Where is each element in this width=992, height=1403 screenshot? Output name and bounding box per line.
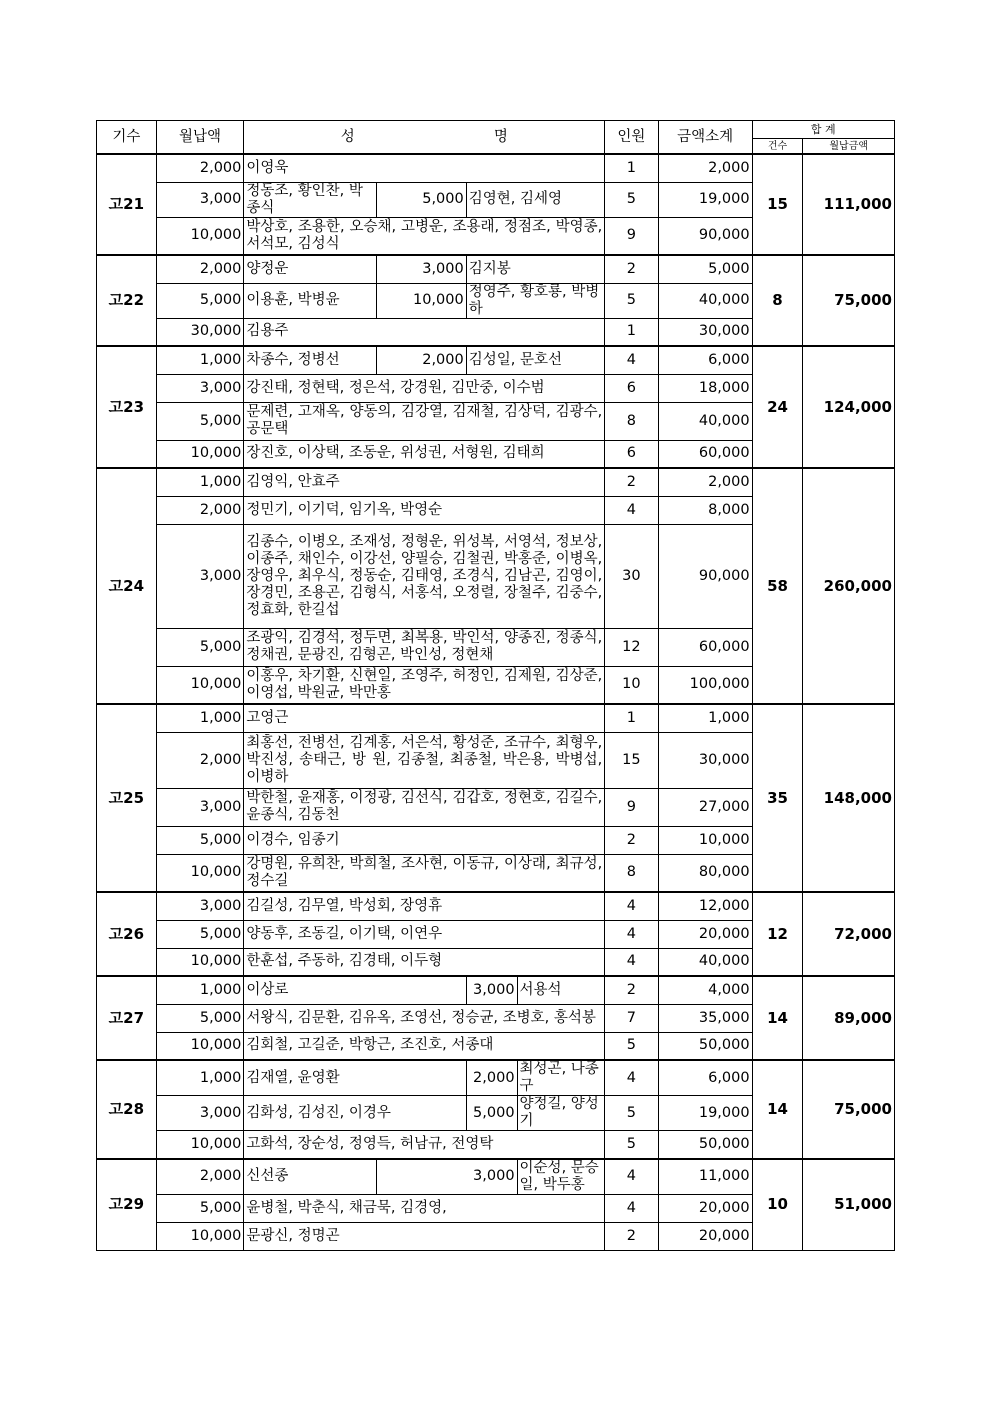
monthly-amount: 1,000 — [156, 1060, 244, 1096]
amount-subtotal: 8,000 — [658, 496, 752, 524]
people-count: 2 — [605, 255, 658, 283]
amount-subtotal: 5,000 — [658, 255, 752, 283]
people-count: 4 — [605, 1194, 658, 1222]
member-names: 김길성, 김무열, 박성회, 장영휴 — [244, 892, 605, 920]
group-count: 10 — [752, 1159, 803, 1251]
group-count: 58 — [752, 468, 803, 704]
monthly-amount-2: 2,000 — [376, 346, 466, 374]
monthly-amount: 3,000 — [156, 1096, 244, 1131]
monthly-amount: 5,000 — [156, 1004, 244, 1032]
monthly-amount: 3,000 — [156, 182, 244, 217]
monthly-amount-2: 5,000 — [466, 1096, 517, 1131]
monthly-amount: 5,000 — [156, 920, 244, 948]
member-names: 차종수, 정병선 — [244, 346, 376, 374]
people-count: 5 — [605, 1032, 658, 1060]
group-label: 고27 — [97, 976, 157, 1060]
member-names-2: 김영현, 김세영 — [466, 182, 604, 217]
amount-subtotal: 40,000 — [658, 948, 752, 976]
amount-subtotal: 18,000 — [658, 374, 752, 402]
monthly-amount: 2,000 — [156, 255, 244, 283]
monthly-amount: 10,000 — [156, 1222, 244, 1250]
group-total: 51,000 — [803, 1159, 895, 1251]
amount-subtotal: 50,000 — [658, 1131, 752, 1159]
people-count: 5 — [605, 1096, 658, 1131]
group-label: 고22 — [97, 255, 157, 346]
header-count: 건수 — [752, 139, 803, 155]
member-names: 박상호, 조용한, 오승채, 고병운, 조용래, 정점조, 박영종, 서석모, 김성식 — [244, 217, 605, 255]
member-names: 문광신, 정명곤 — [244, 1222, 605, 1250]
header-subtotal: 금액소계 — [658, 121, 752, 155]
people-count: 5 — [605, 1131, 658, 1159]
group-count: 14 — [752, 976, 803, 1060]
monthly-amount: 10,000 — [156, 1032, 244, 1060]
amount-subtotal: 90,000 — [658, 217, 752, 255]
member-names: 박한철, 윤재홍, 이정광, 김선식, 김갑호, 정현호, 김길수, 윤종식, 김동천 — [244, 788, 605, 826]
monthly-amount: 5,000 — [156, 283, 244, 318]
monthly-amount: 10,000 — [156, 948, 244, 976]
member-names: 이상로 — [244, 976, 466, 1004]
group-total: 260,000 — [803, 468, 895, 704]
people-count: 4 — [605, 920, 658, 948]
table-row — [97, 1159, 895, 1195]
monthly-amount: 3,000 — [156, 524, 244, 628]
amount-subtotal: 20,000 — [658, 1194, 752, 1222]
people-count: 30 — [605, 524, 658, 628]
amount-subtotal: 50,000 — [658, 1032, 752, 1060]
table-row — [97, 976, 895, 1004]
monthly-amount: 1,000 — [156, 468, 244, 496]
amount-subtotal: 20,000 — [658, 1222, 752, 1250]
member-names: 윤병철, 박춘식, 채금묵, 김경영, — [244, 1194, 605, 1222]
monthly-amount: 5,000 — [156, 402, 244, 440]
monthly-amount-2: 3,000 — [376, 255, 466, 283]
monthly-amount-2: 10,000 — [376, 283, 466, 318]
member-names: 이홍우, 차기환, 신현일, 조영주, 허정인, 김제원, 김상준, 이영섭, 박원균, 박만홍 — [244, 666, 605, 704]
monthly-amount: 10,000 — [156, 1131, 244, 1159]
people-count: 4 — [605, 948, 658, 976]
monthly-amount: 1,000 — [156, 704, 244, 732]
people-count: 1 — [605, 704, 658, 732]
member-names: 장진호, 이상택, 조동운, 위성권, 서형원, 김태희 — [244, 440, 605, 468]
amount-subtotal: 30,000 — [658, 732, 752, 788]
member-names: 이영욱 — [244, 154, 605, 182]
group-total: 75,000 — [803, 1060, 895, 1159]
member-names-2: 양정길, 양성기 — [517, 1096, 605, 1131]
monthly-amount: 10,000 — [156, 440, 244, 468]
member-names: 김회철, 고길준, 박항근, 조진호, 서종대 — [244, 1032, 605, 1060]
amount-subtotal: 60,000 — [658, 440, 752, 468]
monthly-amount: 10,000 — [156, 666, 244, 704]
member-names: 고영근 — [244, 704, 605, 732]
member-names: 양정운 — [244, 255, 376, 283]
people-count: 1 — [605, 154, 658, 182]
monthly-amount: 10,000 — [156, 854, 244, 892]
table-row — [97, 468, 895, 496]
member-names: 이용훈, 박병윤 — [244, 283, 376, 318]
header-gisu: 기수 — [97, 121, 157, 155]
people-count: 4 — [605, 892, 658, 920]
table-row — [97, 255, 895, 283]
amount-subtotal: 40,000 — [658, 402, 752, 440]
people-count: 6 — [605, 374, 658, 402]
people-count: 4 — [605, 1159, 658, 1195]
people-count: 9 — [605, 788, 658, 826]
people-count: 2 — [605, 1222, 658, 1250]
people-count: 5 — [605, 283, 658, 318]
member-names: 강명원, 유희찬, 박희철, 조사현, 이동규, 이상래, 최규성, 정수길 — [244, 854, 605, 892]
people-count: 8 — [605, 402, 658, 440]
amount-subtotal: 12,000 — [658, 892, 752, 920]
people-count: 4 — [605, 1060, 658, 1096]
group-count: 15 — [752, 154, 803, 255]
amount-subtotal: 90,000 — [658, 524, 752, 628]
table-row — [97, 154, 895, 182]
amount-subtotal: 6,000 — [658, 346, 752, 374]
member-names: 강진태, 정현택, 정은석, 강경원, 김만중, 이수범 — [244, 374, 605, 402]
people-count: 8 — [605, 854, 658, 892]
group-total: 111,000 — [803, 154, 895, 255]
member-names-2: 최성곤, 나종구 — [517, 1060, 605, 1096]
amount-subtotal: 20,000 — [658, 920, 752, 948]
monthly-amount: 3,000 — [156, 892, 244, 920]
table-body — [97, 154, 895, 1250]
people-count: 4 — [605, 496, 658, 524]
member-names: 서왕식, 김문환, 김유옥, 조영선, 정승균, 조병호, 홍석봉 — [244, 1004, 605, 1032]
amount-subtotal: 19,000 — [658, 1096, 752, 1131]
member-names-2: 정영주, 황호룡, 박병하 — [466, 283, 604, 318]
people-count: 6 — [605, 440, 658, 468]
group-total: 75,000 — [803, 255, 895, 346]
monthly-amount-2: 2,000 — [466, 1060, 517, 1096]
group-label: 고28 — [97, 1060, 157, 1159]
group-count: 12 — [752, 892, 803, 976]
donation-table — [96, 120, 895, 1251]
group-label: 고23 — [97, 346, 157, 468]
people-count: 12 — [605, 628, 658, 666]
monthly-amount-2: 3,000 — [376, 1159, 517, 1195]
group-count: 8 — [752, 255, 803, 346]
group-count: 24 — [752, 346, 803, 468]
monthly-amount: 2,000 — [156, 154, 244, 182]
member-names: 이경수, 임종기 — [244, 826, 605, 854]
people-count: 7 — [605, 1004, 658, 1032]
monthly-amount: 5,000 — [156, 826, 244, 854]
header-inwon: 인원 — [605, 121, 658, 155]
amount-subtotal: 40,000 — [658, 283, 752, 318]
member-names-2: 이순성, 문승일, 박두홍 — [517, 1159, 605, 1195]
people-count: 15 — [605, 732, 658, 788]
monthly-amount: 2,000 — [156, 496, 244, 524]
people-count: 10 — [605, 666, 658, 704]
monthly-amount: 30,000 — [156, 318, 244, 346]
monthly-amount: 2,000 — [156, 732, 244, 788]
table-row — [97, 346, 895, 374]
group-label: 고26 — [97, 892, 157, 976]
group-label: 고29 — [97, 1159, 157, 1251]
people-count: 2 — [605, 976, 658, 1004]
member-names: 최홍선, 전병선, 김계홍, 서은석, 황성준, 조규수, 최형우, 박진성, 송태근, 방 원, 김종철, 최종철, 박은용, 박병섭, 이병하 — [244, 732, 605, 788]
table-row — [97, 892, 895, 920]
group-total: 124,000 — [803, 346, 895, 468]
people-count: 4 — [605, 346, 658, 374]
group-count: 35 — [752, 704, 803, 892]
people-count: 2 — [605, 826, 658, 854]
monthly-amount: 1,000 — [156, 976, 244, 1004]
amount-subtotal: 100,000 — [658, 666, 752, 704]
monthly-amount: 3,000 — [156, 374, 244, 402]
amount-subtotal: 27,000 — [658, 788, 752, 826]
people-count: 5 — [605, 182, 658, 217]
amount-subtotal: 1,000 — [658, 704, 752, 732]
amount-subtotal: 80,000 — [658, 854, 752, 892]
member-names-2: 김지봉 — [466, 255, 604, 283]
member-names: 김재열, 윤영환 — [244, 1060, 466, 1096]
monthly-amount: 2,000 — [156, 1159, 244, 1195]
group-total: 89,000 — [803, 976, 895, 1060]
header-name-part1: 성 — [340, 128, 355, 145]
monthly-amount: 5,000 — [156, 1194, 244, 1222]
member-names: 문제련, 고재옥, 양동의, 김강열, 김재철, 김상덕, 김광수, 공문택 — [244, 402, 605, 440]
table-row — [97, 1060, 895, 1096]
monthly-amount: 3,000 — [156, 788, 244, 826]
member-names: 양동후, 조동길, 이기택, 이연우 — [244, 920, 605, 948]
header-name — [244, 121, 605, 155]
member-names: 한훈섭, 주동하, 김경태, 이두형 — [244, 948, 605, 976]
member-names-2: 서용석 — [517, 976, 605, 1004]
monthly-amount: 10,000 — [156, 217, 244, 255]
amount-subtotal: 2,000 — [658, 468, 752, 496]
member-names: 정동조, 황인찬, 박종식 — [244, 182, 376, 217]
amount-subtotal: 11,000 — [658, 1159, 752, 1195]
amount-subtotal: 4,000 — [658, 976, 752, 1004]
group-total: 148,000 — [803, 704, 895, 892]
monthly-amount: 5,000 — [156, 628, 244, 666]
member-names: 김화성, 김성진, 이경우 — [244, 1096, 466, 1131]
group-total: 72,000 — [803, 892, 895, 976]
amount-subtotal: 35,000 — [658, 1004, 752, 1032]
member-names: 김영익, 안효주 — [244, 468, 605, 496]
header-total-amount: 월납금액 — [803, 139, 895, 155]
member-names: 김용주 — [244, 318, 605, 346]
header-wolnap: 월납액 — [156, 121, 244, 155]
header-total: 합 계 — [752, 121, 894, 139]
people-count: 9 — [605, 217, 658, 255]
table-header — [97, 121, 895, 155]
monthly-amount: 1,000 — [156, 346, 244, 374]
member-names: 정민기, 이기덕, 임기옥, 박영순 — [244, 496, 605, 524]
monthly-amount-2: 5,000 — [376, 182, 466, 217]
group-count: 14 — [752, 1060, 803, 1159]
member-names: 김종수, 이병오, 조재성, 정형운, 위성복, 서영석, 정보상, 이종주, 채인수, 이강선, 양필승, 김철권, 박홍준, 이병옥, 장영우, 최우식, 정동순, 김태영, 조경식, 김남곤, 김영이, 장경민, 조용곤, 김형식, 서홍석, 오정렬, 장철주, 김중수, 정효화, 한길섭 — [244, 524, 605, 628]
monthly-amount-2: 3,000 — [466, 976, 517, 1004]
people-count: 2 — [605, 468, 658, 496]
people-count: 1 — [605, 318, 658, 346]
amount-subtotal: 19,000 — [658, 182, 752, 217]
member-names: 고화석, 장순성, 정영득, 허남규, 전영탁 — [244, 1131, 605, 1159]
group-label: 고24 — [97, 468, 157, 704]
member-names: 조광익, 김경석, 정두면, 최복용, 박인석, 양종진, 정종식, 정채권, 문광진, 김형곤, 박인성, 정현채 — [244, 628, 605, 666]
group-label: 고25 — [97, 704, 157, 892]
header-name-part2: 명 — [493, 128, 508, 145]
amount-subtotal: 30,000 — [658, 318, 752, 346]
amount-subtotal: 6,000 — [658, 1060, 752, 1096]
amount-subtotal: 2,000 — [658, 154, 752, 182]
amount-subtotal: 10,000 — [658, 826, 752, 854]
group-label: 고21 — [97, 154, 157, 255]
member-names: 신선종 — [244, 1159, 376, 1195]
table-row — [97, 704, 895, 732]
member-names-2: 김성일, 문호선 — [466, 346, 604, 374]
amount-subtotal: 60,000 — [658, 628, 752, 666]
